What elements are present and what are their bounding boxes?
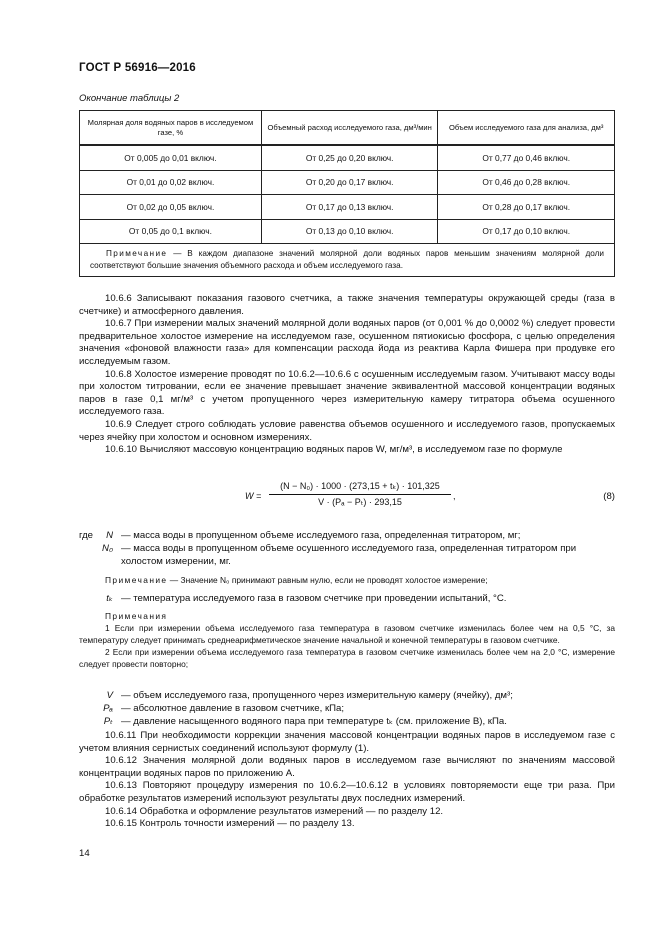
definition-text: — объем исследуемого газа, пропущенного через измерительную камеру (ячейку), дм³;: [121, 690, 513, 701]
table-cell: От 0,17 до 0,13 включ.: [261, 195, 438, 220]
table-row: [80, 170, 615, 195]
table-caption: Окончание таблицы 2: [79, 93, 180, 104]
document-header: ГОСТ Р 56916—2016: [79, 62, 196, 74]
table-cell: От 0,13 до 0,10 включ.: [261, 219, 438, 244]
table-cell: От 0,25 до 0,20 включ.: [261, 145, 438, 170]
table-cell: От 0,77 до 0,46 включ.: [438, 145, 615, 170]
definition-text: — температура исследуемого газа в газовом счетчике при проведении испытаний, °С.: [121, 593, 507, 604]
definition-text: — абсолютное давление в газовом счетчике, кПа;: [121, 703, 345, 714]
where-label: где: [79, 530, 94, 541]
table-cell: От 0,02 до 0,05 включ.: [80, 195, 262, 220]
paragraph-10-6-12: 10.6.12 Значения молярной доли водяных паров в исследуемом газе вычисляют по значениям массовой концентрации водяных паров по приложению А.: [79, 755, 615, 779]
formula-lhs: W =: [245, 491, 262, 501]
formula-8: [245, 481, 615, 517]
table-cell: От 0,05 до 0,1 включ.: [80, 219, 262, 244]
paragraph-10-6-8: 10.6.8 Холостое измерение проводят по 10.6.2—10.6.6 с осушенным исследуемым газом. Учитывают массу воды при холостом титровании, если ее значение превышает значение эквивалентной массовой концентрации водяных паров в газе 0,1 мг/м³ с учетом пропущенного через измерительную камеру титратора объема осушенного исследуемого газа.: [79, 368, 615, 418]
page-number: 14: [79, 848, 90, 859]
paragraph-block-2: [79, 730, 615, 831]
note-N0: [79, 574, 615, 586]
paragraph-10-6-9: 10.6.9 Следует строго соблюдать условие равенства объемов осушенного и исследуемого газов, пропускаемых через ячейку при холостом и основном измерениях.: [79, 418, 615, 443]
notes-label: Примечания: [105, 611, 168, 621]
paragraph-10-6-10: 10.6.10 Вычисляют массовую концентрацию водяных паров W, мг/м³, в исследуемом газе по формуле: [105, 444, 563, 456]
note-text: — В каждом диапазоне значений молярной доли водяных паров меньшим значениям молярной доли соответствуют большие значения объемного расхода и объем исследуемого газа.: [90, 249, 604, 270]
formula-trail: ,: [453, 491, 456, 501]
data-table: [79, 110, 615, 277]
notes-block: [79, 610, 615, 670]
definition-text: — давление насыщенного водяного пара при температуре tₖ (см. приложение В), кПа.: [121, 716, 507, 727]
note-2: 2 Если при измерении объема исследуемого газа температура в газовом счетчике изменилась более чем на 2,0 °С, измерение следует провести повторно;: [79, 647, 615, 669]
definition-text: — масса воды в пропущенном объеме осушенного исследуемого газа, определенная титратором при холостом измерении, мг.: [121, 543, 577, 567]
table-cell: От 0,01 до 0,02 включ.: [80, 170, 262, 195]
table-header-cell: Молярная доля водяных паров в исследуемом газе, %: [80, 111, 262, 146]
table-header-cell: Объемный расход исследуемого газа, дм³/мин: [261, 111, 438, 146]
note-label: Примечание: [105, 575, 168, 585]
paragraph-10-6-14: 10.6.14 Обработка и оформление результатов измерений — по разделу 12.: [105, 805, 444, 817]
paragraph-10-6-7: 10.6.7 При измерении малых значений молярной доли водяных паров (от 0,001 % до 0,0002 %) следует провести предварительное холостое измерение на исследуемом газе, осушенном пятиокисью фосфора, с целью определения значения «фоновой влажности газа» для компенсации расхода йода из реактива Карла Фишера при продувке его исследуемым газом.: [79, 318, 615, 367]
paragraph-10-6-6: 10.6.6 Записывают показания газового счетчика, а также значения температуры окружающей среды (газа в счетчике) и атмосферного давления.: [79, 293, 615, 317]
symbol-V: V: [106, 690, 113, 701]
note-text: — Значение N₀ принимают равным нулю, если не проводят холостое измерение;: [167, 575, 488, 585]
table-cell: От 0,46 до 0,28 включ.: [438, 170, 615, 195]
note-1: 1 Если при измерении объема исследуемого газа температура в газовом счетчике изменилась более чем на 0,5 °С, за температуру следует принимать среднеарифметическое значение начальной и конечной температуры в газовом счетчике.: [79, 623, 615, 645]
note-label: Примечание: [106, 249, 168, 258]
table-row: [80, 195, 615, 220]
symbol-Pt: Pₜ: [103, 716, 113, 727]
definition-text: — масса воды в пропущенном объеме исследуемого газа, определенная титратором, мг;: [121, 530, 521, 541]
paragraph-10-6-11: 10.6.11 При необходимости коррекции значения массовой концентрации водяных паров в исследуемом газе с учетом влияния сернистых соединений используют формулу (1).: [79, 730, 615, 754]
paragraph-block-1: [79, 293, 615, 457]
table-note: [80, 244, 615, 277]
table-cell: От 0,28 до 0,17 включ.: [438, 195, 615, 220]
symbol-N0: N₀: [102, 543, 113, 554]
table-row: [80, 219, 615, 244]
formula-fraction: [269, 481, 451, 508]
paragraph-10-6-15: 10.6.15 Контроль точности измерений — по разделу 13.: [105, 818, 355, 830]
formula-denominator: V · (Pₐ − Pₜ) · 293,15: [318, 497, 402, 507]
table-cell: От 0,005 до 0,01 включ.: [80, 145, 262, 170]
table-row: [80, 145, 615, 170]
table-header-cell: Объем исследуемого газа для анализа, дм³: [438, 111, 615, 146]
table-cell: От 0,20 до 0,17 включ.: [261, 170, 438, 195]
paragraph-10-6-13: 10.6.13 Повторяют процедуру измерения по 10.6.2—10.6.12 в условиях повторяемости еще три раза. При обработке результатов измерений используют результаты двух последних измерений.: [79, 780, 615, 804]
table-cell: От 0,17 до 0,10 включ.: [438, 219, 615, 244]
table-note-row: [80, 244, 615, 277]
table-header-row: [80, 111, 615, 146]
formula-numerator: (N − N₀) · 1000 · (273,15 + tₖ) · 101,325: [269, 481, 451, 495]
symbol-tk: tₖ: [106, 593, 113, 604]
symbol-N: N: [106, 530, 113, 541]
symbol-Pa: Pₐ: [103, 703, 113, 714]
equation-number: (8): [603, 491, 615, 502]
